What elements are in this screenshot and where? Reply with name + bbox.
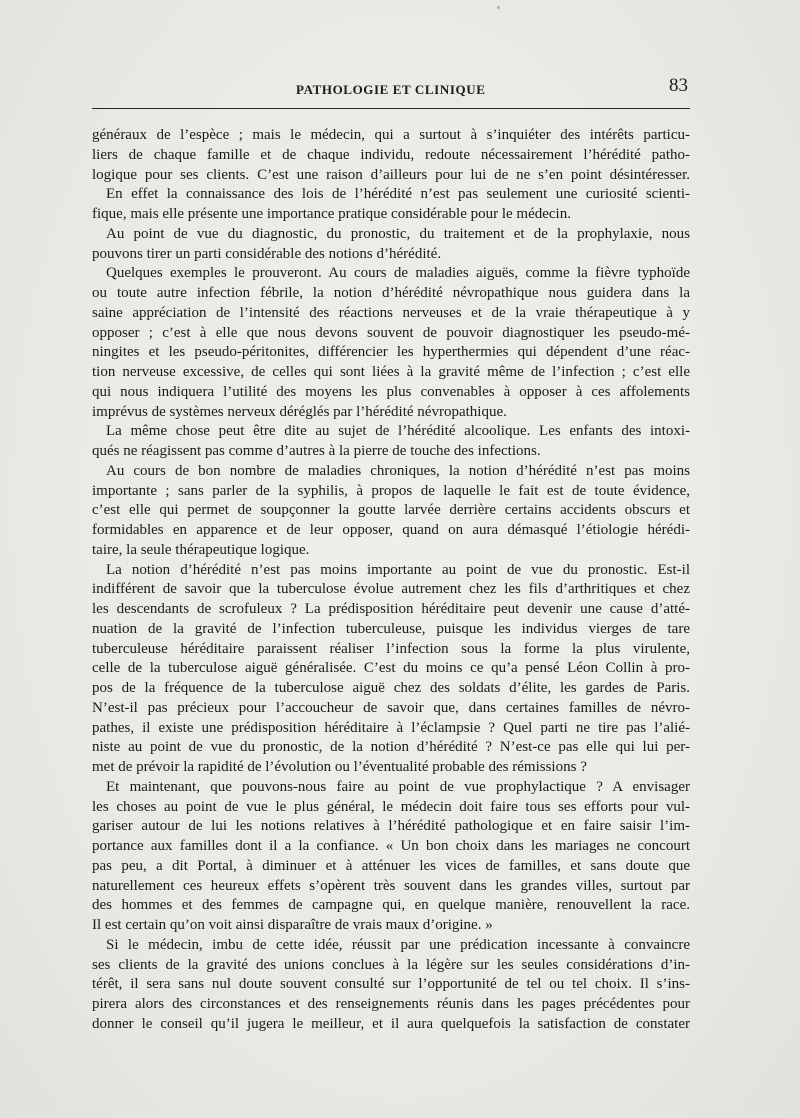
text-line: N’est-il pas précieux pour l’accoucheur de savoir que, dans certaines familles de névro-	[92, 699, 690, 716]
text-line: c’est elle qui permet de soupçonner la goutte larvée derrière certains accidents obscurs et	[92, 502, 690, 519]
print-speck	[497, 6, 500, 9]
text-line: tion nerveuse excessive, de celles qui sont liées à la gravité même de l’infection ; c’est elle	[92, 364, 690, 380]
text-line: ou toute autre infection fébrile, la notion d’hérédité névropathique nous guidera dans la	[92, 285, 690, 301]
text-line: taire, la seule thérapeutique logique.	[92, 541, 310, 558]
body-text	[92, 126, 690, 1035]
text-line: gariser autour de lui les notions relatives à l’hérédité pathologique et en faire saisir l’im-	[92, 818, 690, 835]
text-line: les descendants de scrofuleux ? La prédisposition héréditaire peut devenir une cause d’atté-	[92, 601, 690, 617]
page-header	[92, 72, 692, 102]
text-line: portance aux familles dont il a la confiance. « Un bon choix dans les mariages ne concourt	[92, 838, 690, 854]
text-line: liers de chaque famille et de chaque individu, redoute nécessairement l’hérédité patho-	[92, 146, 690, 163]
header-rule	[92, 108, 690, 109]
text-line: La notion d’hérédité n’est pas moins importante au point de vue du pronostic. Est-il	[106, 561, 690, 578]
text-line: Au cours de bon nombre de maladies chroniques, la notion d’hérédité n’est pas moins	[106, 462, 690, 479]
text-line: Si le médecin, imbu de cette idée, réussit par une prédication incessante à convaincre	[106, 936, 690, 953]
text-line: Et maintenant, que pouvons-nous faire au point de vue prophylactique ? A envisager	[106, 778, 690, 795]
text-line: met de prévoir la rapidité de l’évolution ou l’éventualité probable des rémissions ?	[92, 759, 587, 775]
text-line: tuberculeuse héréditaire paraissent réaliser l’infection sous la forme la plus virulente,	[92, 640, 690, 657]
text-line: pathes, il existe une prédisposition héréditaire à l’éclampsie ? Quel parti ne tire pas l’alié-	[92, 719, 690, 736]
text-line: des hommes et des femmes de campagne qui, en quelque manière, renouvellent la race.	[92, 897, 690, 914]
text-line: importante ; sans parler de la syphilis, à propos de laquelle le fait est de toute évidence,	[92, 482, 690, 499]
text-line: Il est certain qu’on voit ainsi disparaître de vrais maux d’origine. »	[92, 917, 493, 933]
text-line: ses clients de la gravité des unions conclues à la légère sur les seules considérations d’in-	[92, 956, 690, 973]
text-line: pas peu, a dit Portal, à diminuer et à atténuer les vices de familles, et sans doute que	[92, 857, 690, 874]
text-line: indifférent de savoir que la tuberculose évolue autrement chez les fils d’arthritiques et chez	[92, 581, 690, 598]
text-line: saine appréciation de l’intensité des réactions nerveuses et de la vraie thérapeutique à y	[92, 304, 690, 321]
text-line: pirera alors des circonstances et des renseignements réunis dans les pages précédentes pour	[92, 996, 690, 1012]
text-line: fique, mais elle présente une importance pratique considérable pour le médecin.	[92, 206, 571, 222]
text-line: donner le conseil qu’il jugera le meilleur, et il aura quelquefois la satisfaction de constater	[92, 1015, 690, 1032]
page-number: 83	[669, 75, 688, 96]
text-line: qués ne réagissent pas comme d’autres à la pierre de touche des infections.	[92, 443, 541, 459]
text-line: En effet la connaissance des lois de l’hérédité n’est pas seulement une curiosité scienti-	[106, 186, 690, 203]
text-line: nuation de la gravité de l’infection tuberculeuse, puisque les individus vierges de tare	[92, 620, 690, 637]
text-line: pouvons tirer un parti considérable des notions d’hérédité.	[92, 245, 442, 262]
text-line: niste au point de vue du pronostic, de la notion d’hérédité ? N’est-ce pas elle qui lui per-	[92, 739, 690, 756]
text-line: Au point de vue du diagnostic, du pronostic, du traitement et de la prophylaxie, nous	[106, 225, 690, 242]
text-line: les choses au point de vue le plus général, le médecin doit faire tous ses efforts pour vul-	[92, 798, 690, 815]
text-line: pos de la fréquence de la tuberculose aiguë chez des soldats d’élite, les gardes de Paris.	[92, 680, 690, 696]
running-head: PATHOLOGIE ET CLINIQUE	[296, 82, 486, 97]
text-line: qui nous indiquera l’utilité des moyens les plus convenables à opposer à ces affolements	[92, 383, 690, 400]
text-line: térêt, il sera sans nul doute souvent consulté sur l’opportunité de tel ou tel choix. Il s’ins-	[92, 976, 690, 993]
text-line: imprévus de systèmes nerveux déréglés par l’hérédité névropathique.	[92, 403, 507, 420]
text-line: naturellement ces heureux effets s’opèrent très souvent dans les grandes villes, surtout par	[92, 877, 690, 894]
text-line: celle de la tuberculose aiguë généralisée. C’est du moins ce qu’a pensé Léon Collin à pro-	[92, 660, 690, 677]
text-line: généraux de l’espèce ; mais le médecin, qui a surtout à s’inquiéter des intérêts particu-	[92, 127, 690, 143]
text-line: Quelques exemples le prouveront. Au cours de maladies aiguës, comme la fièvre typhoïde	[106, 265, 690, 282]
text-line: ningites et les pseudo-péritonites, différencier les hyperthermies qui dépendent d’une réac-	[92, 344, 690, 361]
text-line: opposer ; c’est à elle que nous devons souvent de pouvoir diagnostiquer les pseudo-mé-	[92, 324, 690, 341]
text-line: logique pour ses clients. C’est une raison d’ailleurs pour lui de ne s’en point désintéresser.	[92, 166, 690, 183]
text-line: La même chose peut être dite au sujet de l’hérédité alcoolique. Les enfants des intoxi-	[106, 423, 690, 440]
text-line: formidables en apparence et de leur opposer, quand on aura démasqué l’étiologie hérédi-	[92, 522, 690, 538]
